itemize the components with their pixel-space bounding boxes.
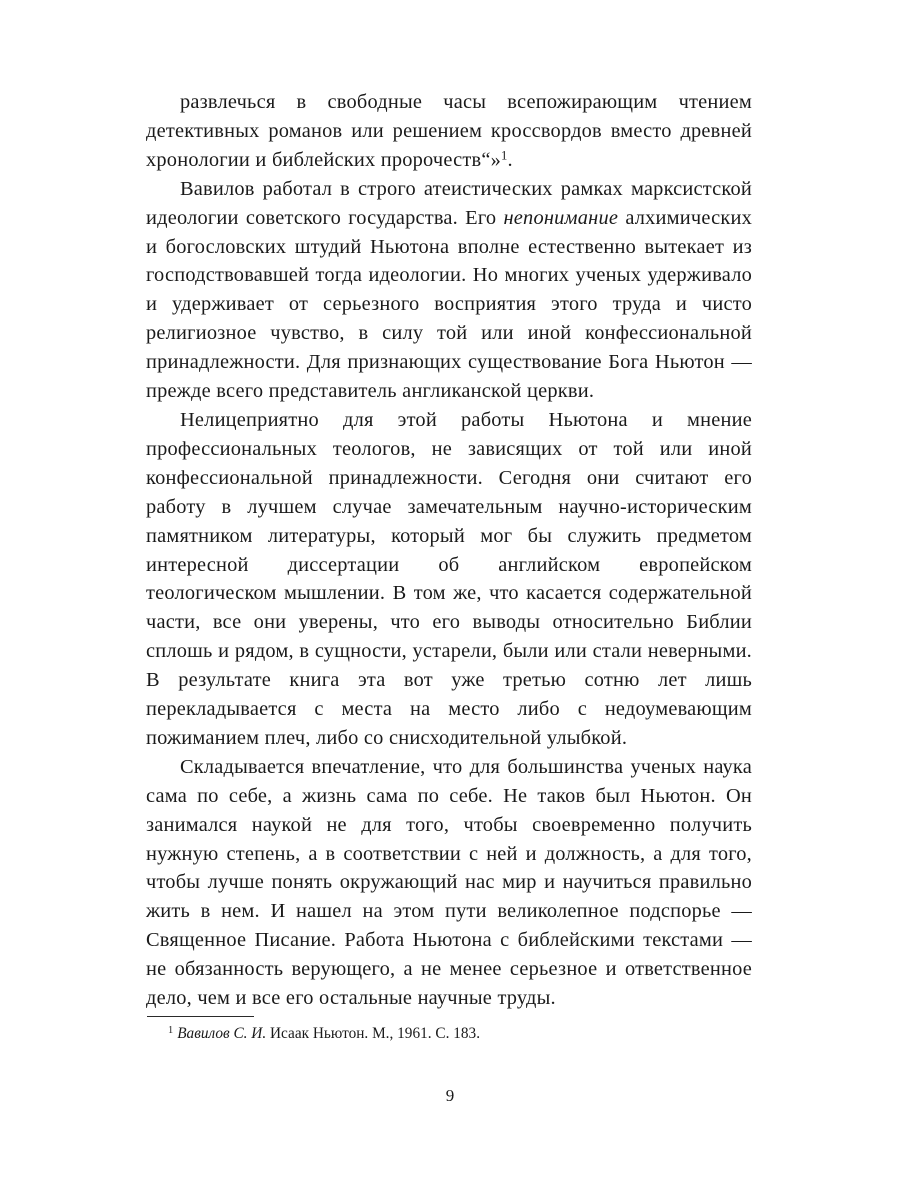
footnote-separator-rule [147,1016,254,1017]
footnote-author-name: Вавилов С. И. [177,1025,267,1042]
paragraph-2 [146,175,752,406]
footnote-area [146,1016,752,1044]
paragraph-4: Складывается впечатление, что для большинства ученых наука сама по себе, а жизнь сама по себе. Не таков был Ньютон. Он занимался наукой не для того, чтобы своевременно получить нужную степень, а в соответствии с ней и должность, а для того, чтобы лучше понять окружающий нас мир и научиться правильно жить в нем. И нашел на этом пути великолепное подспорье — Священное Писание. Работа Ньютона с библейскими текстами — не обязанность верующего, а не менее серьезное и ответственное дело, чем и все его остальные научные труды. [146,755,752,1010]
paragraph-2-run-b: алхимических и богословских штудий Ньютона вполне естественно вытекает из господствовавшей тогда идеологии. Но многих ученых удерживало и удерживает от серьезного восприятия этого труда и чисто религиозное чувство, в силу той или иной конфессиональной принадлежности. Для признающих существование Бога Ньютон — прежде всего представитель англиканской церкви. [146,206,752,403]
paragraph-1 [146,88,752,175]
footnote-citation-text: Исаак Ньютон. М., 1961. С. 183. [266,1025,481,1042]
paragraph-2-run-a: Вавилов работал в строго атеистических рамках марксистской идеологии советского государства. Его [146,177,752,229]
page-number: 9 [445,1086,455,1105]
paragraph-1-run-text: развлечься в свободные часы всепожирающим чтением детективных романов или решением кроссвордов вместо древней хронологии и библейских пророчеств“» [146,91,752,171]
page-body-text [146,88,752,1013]
footnote-number: 1 [168,1024,174,1036]
paragraph-1-run-period: . [507,148,513,171]
paragraph-3: Нелицеприятно для этой работы Ньютона и мнение профессиональных теологов, не зависящих от той или иной конфессиональной принадлежности. Сегодня они считают его работу в лучшем случае замечательным научно-историческим памятником литературы, который мог бы служить предметом интересной диссертации об английском европейском теологическом мышлении. В том же, что касается содержательной части, все они уверены, что его выводы относительно Библии сплошь и рядом, в сущности, устарели, были или стали неверными. В результате книга эта вот уже третью сотню лет лишь перекладывается с места на место либо с недоумевающим пожиманием плеч, либо со снисходительной улыбкой. [146,408,752,749]
paragraph-2-emphasis-neponimanie: непонимание [503,206,619,229]
footnote-reference-marker[interactable]: 1 [501,148,508,163]
footnote-entry-1 [146,1024,752,1044]
